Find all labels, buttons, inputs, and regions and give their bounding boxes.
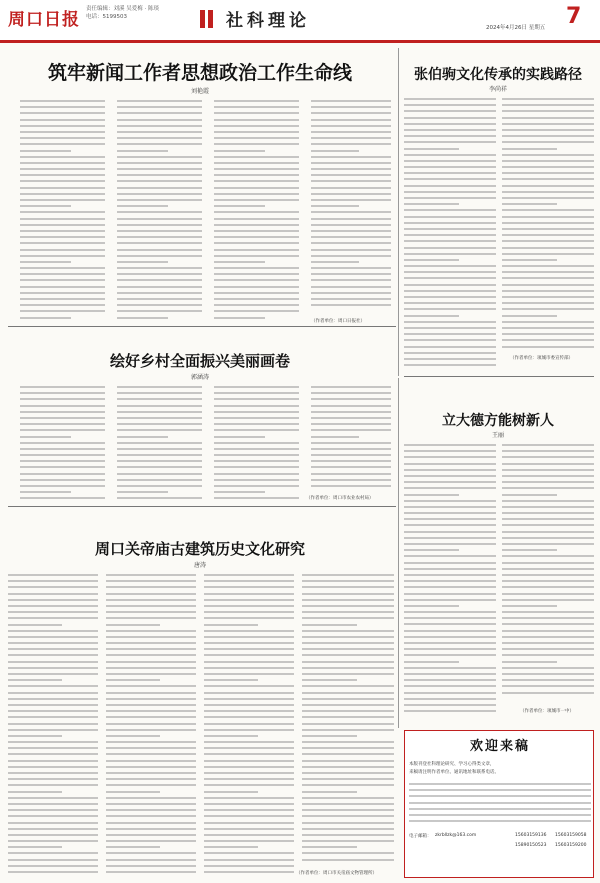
- article-2-source: （作者单位：项城市委宣传部）: [510, 356, 573, 361]
- phone-1: 15603159136: [515, 833, 547, 838]
- text-line: [20, 315, 71, 321]
- article-3-col-3: [214, 384, 299, 502]
- column-divider: [398, 378, 399, 728]
- column-divider: [398, 48, 399, 376]
- top-rule: [0, 40, 600, 43]
- phone-2: 15603159058: [555, 833, 587, 838]
- article-3-source: （作者单位：周口市农业农村局）: [306, 496, 374, 501]
- editor-phone: 电话：5199503: [86, 14, 127, 20]
- text-line: [502, 690, 594, 696]
- text-line: [117, 315, 168, 321]
- email-label: 电子邮箱：: [409, 834, 432, 839]
- text-line: [214, 315, 265, 321]
- article-5-col-1: [8, 572, 98, 878]
- article-5-author: 唐涛: [193, 562, 206, 569]
- text-line: [117, 495, 202, 501]
- article-5-source: （作者单位：周口市关帝庙文物管理所）: [296, 871, 377, 876]
- text-line: [311, 302, 391, 308]
- article-3-col-2: [117, 384, 202, 502]
- text-line: [409, 818, 591, 824]
- text-line: [106, 869, 196, 875]
- article-1-col-1: [20, 98, 105, 324]
- editor-names: 责任编辑：刘溪 吴爱梅 · 陈琰: [86, 6, 159, 12]
- text-line: [302, 857, 394, 863]
- article-1-col-3: [214, 98, 299, 324]
- welcome-text-1: 本版刊登社科理论研究、学习心得类文章，: [409, 762, 495, 767]
- welcome-body: [409, 781, 591, 825]
- text-line: [311, 483, 391, 489]
- article-3-title: 绘好乡村全面振兴美丽画卷: [109, 352, 290, 370]
- masthead: [0, 0, 600, 40]
- editor-info: [86, 5, 159, 21]
- phone-3: 15890150523: [515, 843, 547, 848]
- article-4-author: 王丽: [491, 432, 504, 439]
- section-title: 社科理论: [226, 11, 310, 31]
- section-divider: [404, 376, 594, 377]
- email-address[interactable]: zkrbllzk@163.com: [435, 833, 477, 838]
- article-3-col-1: [20, 384, 105, 502]
- article-5-col-4: [302, 572, 394, 868]
- article-1-title: 筑牢新闻工作者思想政治工作生命线: [47, 62, 352, 84]
- text-line: [204, 869, 294, 875]
- text-line: [404, 708, 496, 714]
- text-line: [404, 362, 496, 368]
- section-divider: [8, 506, 396, 507]
- article-2-title: 张伯驹文化传承的实践路径: [414, 67, 582, 83]
- section-marker-icon: [200, 10, 205, 28]
- section-divider: [8, 326, 396, 327]
- issue-date: 2024年4月26日 星期五: [486, 25, 546, 31]
- page-number: 7: [566, 4, 582, 29]
- article-5-col-3: [204, 572, 294, 878]
- article-4-col-2: [502, 442, 594, 702]
- article-1-author: 刘艳霞: [190, 88, 209, 95]
- article-2-col-1: [404, 96, 496, 372]
- section-marker-icon: [208, 10, 213, 28]
- text-line: [8, 869, 98, 875]
- article-2-author: 李尚祥: [488, 86, 507, 93]
- text-line: [502, 344, 594, 350]
- text-line: [20, 495, 105, 501]
- article-2-col-2: [502, 96, 594, 352]
- text-line: [214, 495, 299, 501]
- article-5-title: 周口关帝庙古建筑历史文化研究: [94, 540, 305, 558]
- article-5-col-2: [106, 572, 196, 878]
- article-1-col-4: [311, 98, 391, 314]
- article-1-col-2: [117, 98, 202, 324]
- welcome-text-2: 来稿请注明作者单位、通讯地址和联系电话。: [409, 770, 499, 775]
- welcome-title: 欢迎来稿: [469, 739, 530, 754]
- newspaper-logo: 周口日报: [8, 10, 80, 30]
- phone-4: 15603159200: [555, 843, 587, 848]
- article-3-author: 郭涵涛: [190, 374, 209, 381]
- article-3-col-4: [311, 384, 391, 492]
- article-4-col-1: [404, 442, 496, 720]
- article-4-source: （作者单位：项城市一中）: [520, 709, 574, 714]
- call-for-submissions: [404, 730, 594, 878]
- article-4-title: 立大德方能树新人: [442, 413, 554, 429]
- article-1-source: （作者单位：周口日报社）: [311, 319, 365, 324]
